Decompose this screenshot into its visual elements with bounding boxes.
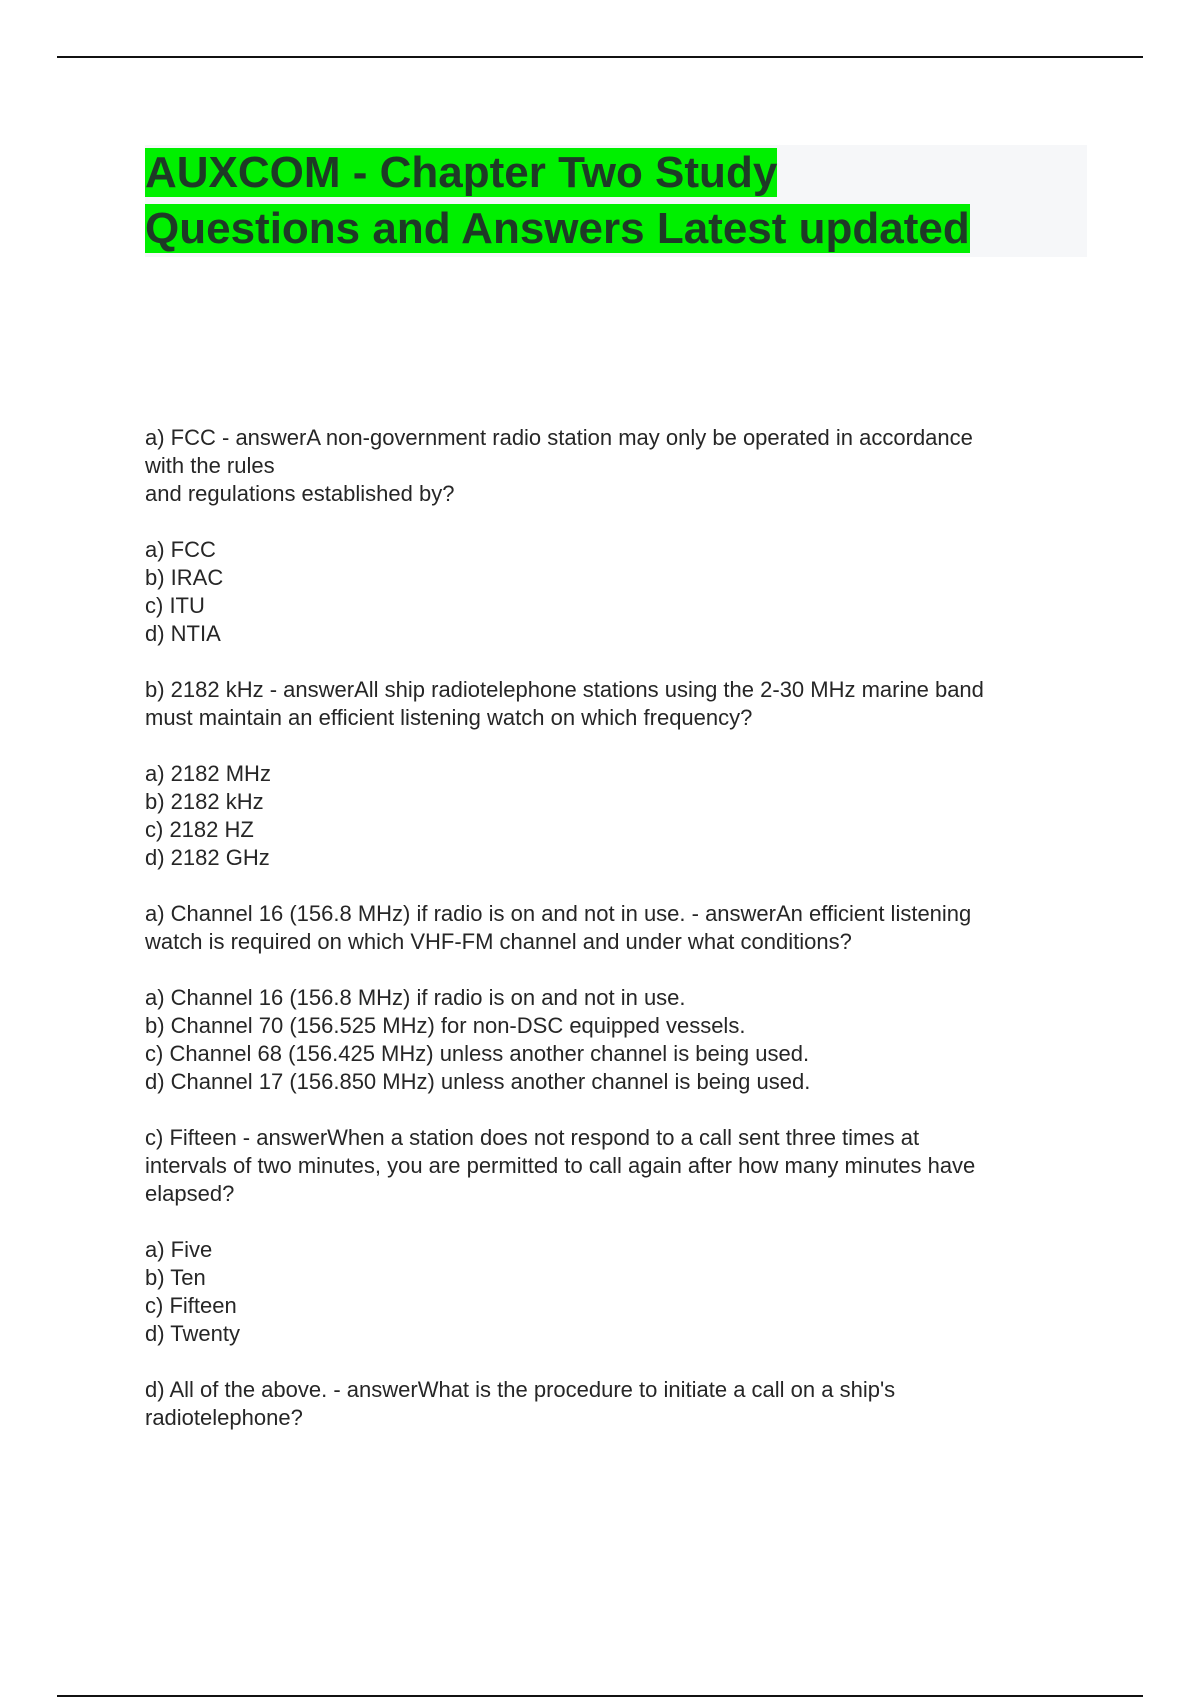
answer-option: c) ITU	[145, 593, 205, 618]
question-list	[145, 424, 1075, 1460]
answer-option: d) Channel 17 (156.850 MHz) unless another channel is being used.	[145, 1069, 811, 1094]
question-line: d) All of the above. - answerWhat is the procedure to initiate a call on a ship's	[145, 1377, 896, 1402]
question-line: c) Fifteen - answerWhen a station does not respond to a call sent three times at	[145, 1125, 920, 1150]
question-text	[145, 676, 1075, 732]
answer-option: a) Channel 16 (156.8 MHz) if radio is on and not in use.	[145, 985, 686, 1010]
answer-option: b) 2182 kHz	[145, 789, 264, 814]
answer-option: d) NTIA	[145, 621, 221, 646]
question-line: with the rules	[145, 453, 275, 478]
answer-options	[145, 536, 1075, 648]
document-title	[145, 145, 1087, 257]
answer-option: c) Channel 68 (156.425 MHz) unless another channel is being used.	[145, 1041, 810, 1066]
answer-option: c) Fifteen	[145, 1293, 237, 1318]
answer-options	[145, 760, 1075, 872]
question-line: intervals of two minutes, you are permitted to call again after how many minutes have	[145, 1153, 976, 1178]
title-block	[145, 145, 1087, 257]
title-line-2: Questions and Answers Latest updated	[145, 204, 970, 253]
question-line: a) FCC - answerA non-government radio station may only be operated in accordance	[145, 425, 973, 450]
answer-options	[145, 984, 1075, 1096]
answer-option: a) 2182 MHz	[145, 761, 271, 786]
top-rule	[57, 56, 1143, 58]
answer-option: c) 2182 HZ	[145, 817, 254, 842]
question-text	[145, 900, 1075, 956]
bottom-rule	[57, 1695, 1143, 1697]
title-line-1: AUXCOM - Chapter Two Study	[145, 148, 778, 197]
answer-option: d) Twenty	[145, 1321, 240, 1346]
answer-options	[145, 1236, 1075, 1348]
question-text	[145, 424, 1075, 508]
answer-option: b) IRAC	[145, 565, 224, 590]
answer-option: b) Ten	[145, 1265, 206, 1290]
answer-option: b) Channel 70 (156.525 MHz) for non-DSC equipped vessels.	[145, 1013, 746, 1038]
answer-option: a) Five	[145, 1237, 213, 1262]
question-line: radiotelephone?	[145, 1405, 303, 1430]
question-text	[145, 1124, 1075, 1208]
question-line: watch is required on which VHF-FM channel and under what conditions?	[145, 929, 852, 954]
question-line: elapsed?	[145, 1181, 235, 1206]
question-text	[145, 1376, 1075, 1432]
question-line: must maintain an efficient listening watch on which frequency?	[145, 705, 753, 730]
question-line: b) 2182 kHz - answerAll ship radiotelephone stations using the 2-30 MHz marine band	[145, 677, 984, 702]
answer-option: a) FCC	[145, 537, 216, 562]
question-line: and regulations established by?	[145, 481, 455, 506]
answer-option: d) 2182 GHz	[145, 845, 270, 870]
question-line: a) Channel 16 (156.8 MHz) if radio is on and not in use. - answerAn efficient listening	[145, 901, 972, 926]
